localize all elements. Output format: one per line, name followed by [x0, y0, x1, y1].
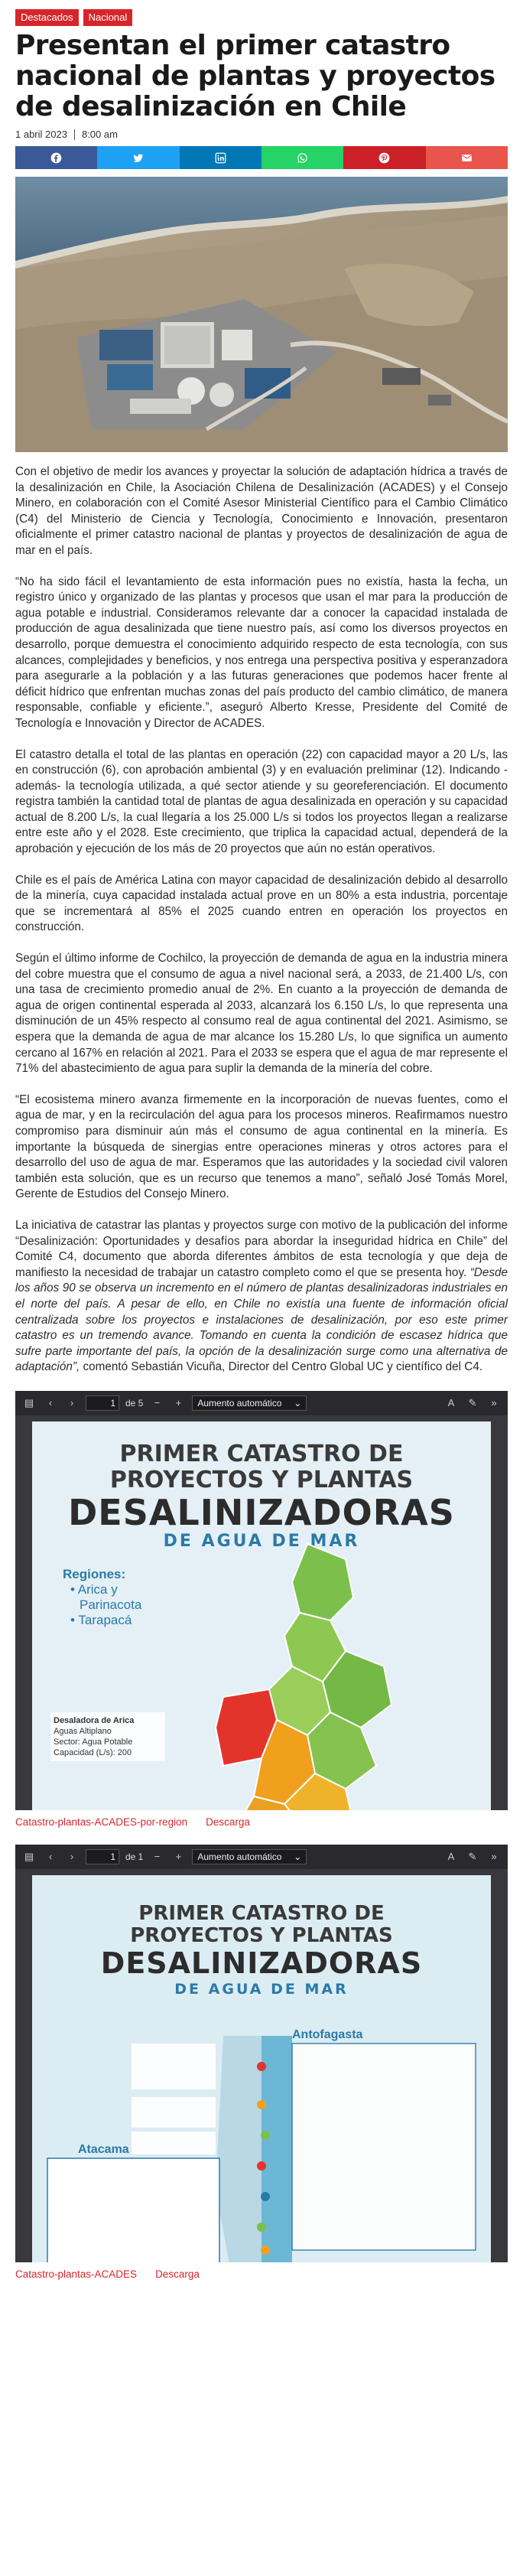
share-facebook-button[interactable]: [15, 146, 97, 169]
category-tag-destacados[interactable]: Destacados: [15, 9, 79, 26]
share-pinterest-button[interactable]: [343, 146, 425, 169]
page-count: de 5: [125, 1397, 144, 1408]
sidebar-toggle-icon[interactable]: ▤: [24, 1850, 34, 1862]
chevron-down-icon: ⌄: [294, 1397, 302, 1408]
text-annotation-icon[interactable]: A: [447, 1851, 455, 1863]
next-page-icon[interactable]: ›: [70, 1397, 74, 1409]
pdf-page: [32, 1875, 491, 2262]
more-tools-icon[interactable]: »: [491, 1397, 497, 1409]
article-meta: [15, 129, 508, 140]
category-tags: [15, 9, 508, 26]
zoom-out-icon[interactable]: −: [154, 1851, 161, 1863]
regions-title: Regiones:: [63, 1566, 126, 1581]
page-number-input[interactable]: 1: [86, 1849, 119, 1864]
pdf-page: [32, 1422, 491, 1810]
regions-legend: [63, 1567, 141, 1628]
paragraph-text: La iniciativa de catastrar las plantas y proyectos surge con motivo de la publicación del informe “Desalinización: Oportunidades y desafíos para abordar la inseguridad hídrica en Chile” del Comité C4, documento que aborda diferentes ámbitos de esta tecnología y que deja de manifiesto la necesidad de trabajar un catastro completo como el que se presenta hoy.: [15, 1218, 508, 1279]
previous-page-icon[interactable]: ‹: [48, 1851, 53, 1863]
region-name: Parinacota: [80, 1597, 142, 1612]
plant-owner: Aguas Altiplano: [54, 1726, 112, 1736]
share-linkedin-button[interactable]: [180, 146, 262, 169]
chevron-down-icon: ⌄: [294, 1851, 302, 1862]
pdf-viewer-full: [15, 1845, 508, 2262]
pinterest-icon: [378, 152, 390, 164]
paragraph: El catastro detalla el total de las plantas en operación (22) con capacidad mayor a 20 L/s, las en construcción (6), con aprobación ambiental (3) y en evaluación preliminar (12). Indicando -además- la tecnología utilizada, a qué sector atiende y su georeferenciación. El documento registra también la cantidad total de plantas de agua desalinizada en operación y su capacidad actual de 8.200 L/s, la cual llegaría a los 25.000 L/s si todos los proyectos llegan a realizarse entre este año y el 2028. Este crecimiento, que triplica la capacidad actual, dependerá de la aprobación y ejecución de los más de 20 proyectos que aún no están operativos.: [15, 747, 508, 856]
plant-name: Desaladora de Arica: [54, 1715, 135, 1725]
pdf-title-main: DESALINIZADORAS: [100, 1946, 423, 1980]
pdf-title-line: PRIMER CATASTRO DE: [119, 1440, 404, 1467]
plant-capacity: Capacidad (L/s): 200: [54, 1747, 132, 1757]
paragraph: Según el último informe de Cochilco, la proyección de demanda de agua en la industria minera del cobre muestra que el consumo de agua a nivel nacional será, a 2033, de 21.400 L/s, con una tasa de crecimiento promedio anual de 2%. En cuanto a la proyección de demanda de agua de origen continental esperada al 2033, alcanzará los 6.150 L/s, lo que representa una disminución de un 45% respecto al consumo real de agua continental del 2021. Asimismo, se espera que la demanda de agua de mar alcance los 15.280 L/s, lo que significa un aumento cercano al 167% en relación al 2021. Para el 2033 se espera que el agua de mar represente el 71% del abastecimiento de agua para suplir la demanda de la minería del cobre.: [15, 952, 508, 1076]
pdf-viewer-regions: [15, 1391, 508, 1810]
pdf-content[interactable]: [15, 1869, 508, 2262]
meta-divider: [74, 129, 75, 140]
page-number-input[interactable]: 1: [86, 1395, 119, 1411]
paragraph: Con el objetivo de medir los avances y proyectar la solución de adaptación hídrica a través de la desalinización en Chile, la Asociación Chilena de Desalinización (ACADES) y el Consejo Minero, en colaboración con el Comité Asesor Ministerial Científico para el Cambio Climático (C4) del Ministerio de Ciencia y Tecnología, Conocimiento e Innovación, presentaron oficialmente el primer catastro nacional de plantas y proyectos de desalinización de agua de mar en el país.: [15, 465, 508, 557]
pdf-download-link[interactable]: Descarga: [206, 1816, 250, 1828]
paragraph: “No ha sido fácil el levantamiento de esta información pues no existía, hasta la fecha, un registro único y organizado de las plantas y procesos que usan el mar para la producción de agua potable e industrial. Consideramos relevante dar a conocer la capacidad instalada de producción de agua desalinizada que tiene nuestro país, así como los diversos proyectos en desarrollo, porque demuestra el conocimiento adquirido respecto de esta tecnología, con sus alcances, complejidades y beneficios, y nos entrega una perspectiva positiva y esperanzadora para asegurarle a la población y a las futuras generaciones que podemos hacer frente al déficit hídrico que enfrentan muchas zonas del país producto del cambio climático, de manera responsable, confiable y eficiente.”, aseguró Alberto Kresse, Presidente del Comité de Tecnología e Innovación y Director de ACADES.: [15, 575, 508, 730]
plant-map: [32, 2036, 491, 2262]
plant-label: [50, 1712, 165, 1761]
paragraph: “El ecosistema minero avanza firmemente en la incorporación de nuevas fuentes, como el agua de mar, y en la recirculación del agua para los procesos mineros. Reafirmamos nuestro compromiso para disminuir aún más el consumo de agua continental en la minería. Es importante la búsqueda de sinergias entre operaciones mineras y otros actores para el desarrollo del uso de agua de mar. Esperamos que las autoridades y la sociedad civil valoren también esta solución, que es un recurso que tenemos a mano”, señaló José Tomás Morel, Gerente de Estudios del Consejo Minero.: [15, 1093, 508, 1201]
next-page-icon[interactable]: ›: [70, 1851, 74, 1863]
text-annotation-icon[interactable]: A: [447, 1397, 455, 1409]
category-tag-nacional[interactable]: Nacional: [83, 9, 133, 26]
pdf-toolbar: [15, 1845, 508, 1869]
paragraph-attribution: comentó Sebastián Vicuña, Director del Centro Global UC y científico del C4.: [83, 1360, 483, 1374]
whatsapp-icon: [297, 152, 308, 164]
zoom-select-value: Aumento automático: [197, 1851, 282, 1862]
pdf-download-link[interactable]: Descarga: [155, 2268, 200, 2280]
zoom-out-icon[interactable]: −: [154, 1397, 161, 1409]
pdf-file-link[interactable]: Catastro-plantas-ACADES-por-region: [15, 1816, 188, 1828]
pdf-title: [32, 1422, 491, 1552]
region-map: [193, 1536, 422, 1810]
paragraph-quote: “Desde los años 90 se observa un incremento en el número de plantas desalinizadoras industriales en el norte del país. A pesar de ello, en Chile no existía una fuente de información oficial centralizada sobre los proyectos e instalaciones de desalinización, por eso este primer catastro es un tremendo avance. Tomando en cuenta la condición de escasez hídrica que sufre parte importante del país, la opción de la desalinización surge como una alternativa de adaptación”,: [15, 1265, 508, 1374]
pdf-title-main: DESALINIZADORAS: [68, 1491, 455, 1533]
zoom-in-icon[interactable]: +: [175, 1397, 182, 1409]
previous-page-icon[interactable]: ‹: [48, 1397, 53, 1409]
page-count: de 1: [125, 1851, 144, 1862]
region-heading: Antofagasta: [292, 2027, 363, 2041]
share-twitter-button[interactable]: [97, 146, 179, 169]
pdf-file-link[interactable]: Catastro-plantas-ACADES: [15, 2268, 138, 2280]
pdf-title-sub: DE AGUA DE MAR: [163, 1531, 360, 1551]
paragraph: [15, 1218, 508, 1376]
zoom-in-icon[interactable]: +: [175, 1851, 182, 1863]
download-links-1: [15, 1816, 508, 1828]
pdf-title-sub: DE AGUA DE MAR: [174, 1980, 349, 1998]
region-heading: Atacama: [78, 2142, 129, 2156]
pdf-title-line: PRIMER CATASTRO DE: [138, 1901, 385, 1925]
email-icon: [461, 152, 473, 164]
sidebar-toggle-icon[interactable]: ▤: [24, 1396, 34, 1408]
pdf-title-line: PROYECTOS Y PLANTAS: [130, 1923, 393, 1947]
region-item: • Tarapacá: [70, 1612, 132, 1627]
pdf-title-line: PROYECTOS Y PLANTAS: [109, 1466, 414, 1493]
draw-icon[interactable]: ✎: [468, 1850, 477, 1862]
zoom-select[interactable]: [192, 1395, 307, 1411]
paragraph: Chile es el país de América Latina con mayor capacidad de desalinización debido al desarrollo de la minería, cuya capacidad instalada actual prove en un 80% a esta industria, porcentaje que se incrementará al 85% el 2025 cuando entren en operación los proyectos en construcción.: [15, 873, 508, 934]
region-name: Tarapacá: [78, 1612, 132, 1627]
facebook-icon: [50, 152, 62, 164]
share-whatsapp-button[interactable]: [262, 146, 343, 169]
pdf-toolbar: [15, 1391, 508, 1415]
region-item: • Arica y: [70, 1581, 118, 1597]
zoom-select[interactable]: [192, 1849, 307, 1864]
article-body: [15, 464, 508, 1376]
more-tools-icon[interactable]: »: [491, 1851, 497, 1863]
download-links-2: [15, 2268, 508, 2280]
plant-sector: Sector: Agua Potable: [54, 1737, 133, 1747]
hero-image: [15, 177, 508, 452]
draw-icon[interactable]: ✎: [468, 1396, 477, 1408]
pdf-content[interactable]: [15, 1415, 508, 1810]
pdf-title: [32, 1875, 491, 1999]
article-time: 8:00 am: [81, 129, 118, 140]
twitter-icon: [132, 152, 144, 164]
linkedin-icon: [215, 152, 226, 164]
share-bar: [15, 146, 508, 169]
share-email-button[interactable]: [426, 146, 508, 169]
zoom-select-value: Aumento automático: [197, 1397, 282, 1408]
article-title: Presentan el primer catastro nacional de plantas y proyectos de desalinización en Chile: [15, 30, 495, 122]
region-name: Arica y: [77, 1581, 118, 1597]
article-date: 1 abril 2023: [15, 129, 67, 140]
